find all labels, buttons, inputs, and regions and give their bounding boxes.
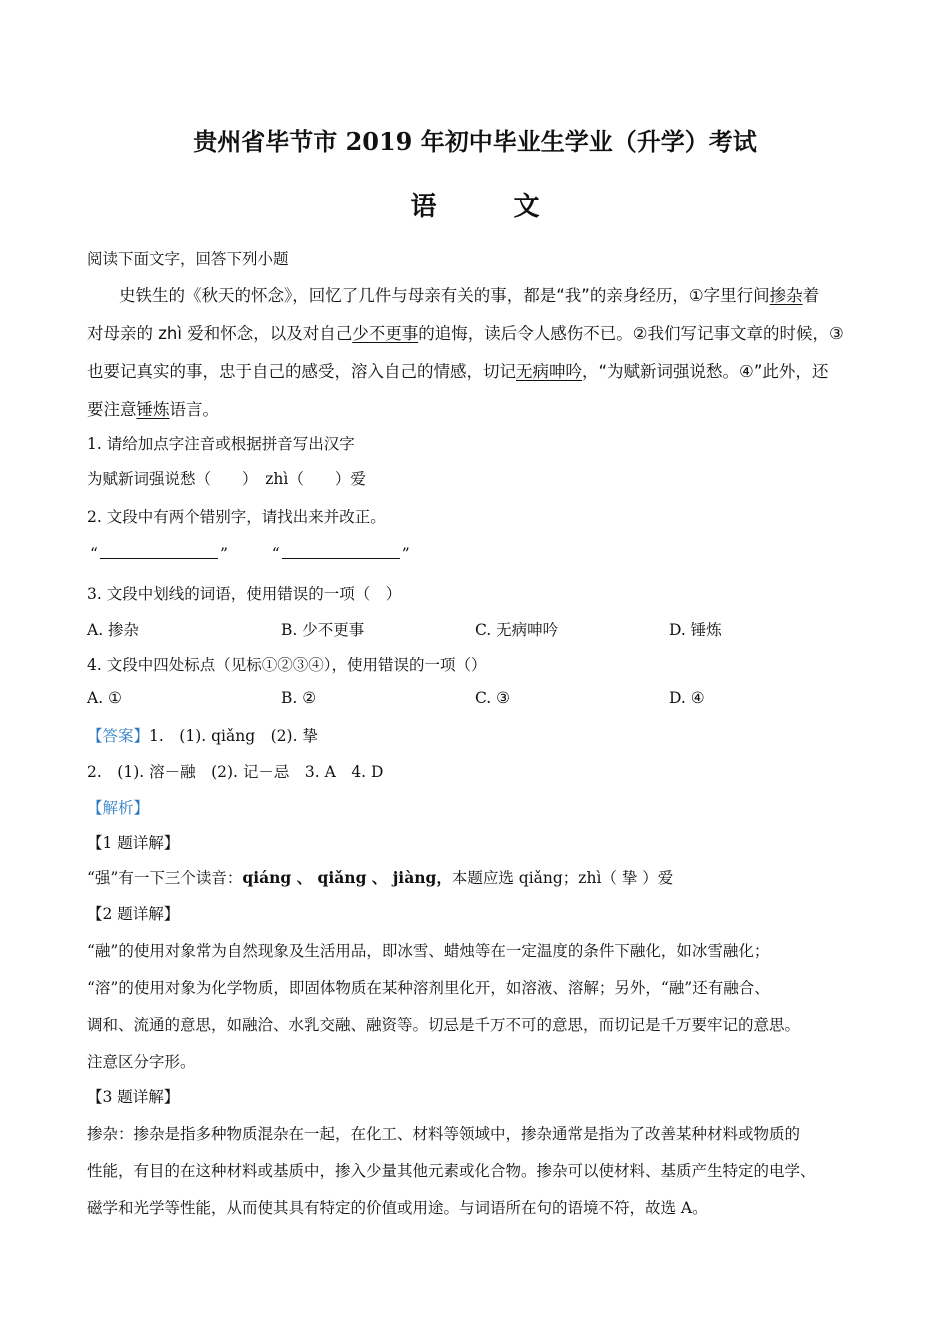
passage-line-4: 要注意锤炼语言。 [87, 400, 219, 419]
detail-heading-3: 【3 题详解】 [87, 1088, 180, 1106]
detail-2-line-2: “溶”的使用对象为化学物质，即固体物质在某种溶剂里化开，如溶液、溶解；另外，“融”还有融合、 [87, 979, 770, 997]
question-2-blanks: “ ” “ ” [90, 545, 410, 563]
question-1-sub: 为赋新词强说愁（ ） zhì（ ）爱 [87, 470, 366, 488]
question-1-stem: 1. 请给加点字注音或根据拼音写出汉字 [87, 435, 355, 453]
detail-heading-1: 【1 题详解】 [87, 834, 180, 852]
subject-title: 语 文 [410, 192, 574, 222]
detail-1-text: “强”有一下三个读音：qiáng 、 qiǎng 、 jiàng，本题应选 qiǎng；zhì（ 挚 ）爱 [87, 868, 674, 887]
exam-title: 贵州省毕节市 2019 年初中毕业生学业（升学）考试 [193, 127, 757, 156]
detail-2-line-4: 注意区分字形。 [87, 1053, 196, 1071]
underlined-word: 锤炼 [136, 400, 170, 419]
detail-2-line-1: “融”的使用对象常为自然现象及生活用品，即冰雪、蜡烛等在一定温度的条件下融化，如冰雪融化； [87, 942, 770, 960]
detail-3-line-2: 性能，有目的在这种材料或基质中，掺入少量其他元素或化合物。掺杂可以使材料、基质产生特定的电学、 [87, 1162, 816, 1180]
answer-line-2: 2. (1). 溶－融 (2). 记－忌 3. A 4. D [87, 763, 384, 781]
question-2-stem: 2. 文段中有两个错别字，请找出来并改正。 [87, 508, 386, 526]
q3-option-b: B. 少不更事 [281, 621, 365, 639]
underlined-word: 无病呻吟 [516, 362, 582, 381]
detail-3-line-1: 掺杂：掺杂是指多种物质混杂在一起，在化工、材料等领域中，掺杂通常是指为了改善某种材料或物质的 [87, 1125, 801, 1143]
answer-label: 【答案】 [87, 727, 150, 745]
question-4-stem: 4. 文段中四处标点（见标①②③④），使用错误的一项（） [87, 656, 487, 674]
q4-option-a: A. ① [87, 689, 122, 707]
answer-blank-2[interactable] [282, 544, 400, 559]
analysis-label: 【解析】 [87, 799, 150, 817]
q3-option-a: A. 掺杂 [87, 621, 140, 639]
passage-line-2: 对母亲的 zhì 爱和怀念，以及对自己少不更事的追悔，读后令人感伤不已。②我们写记事文章的时候，③ [87, 324, 844, 343]
detail-3-line-3: 磁学和光学等性能，从而使其具有特定的价值或用途。与词语所在句的语境不符，故选 A。 [87, 1199, 708, 1217]
passage-line-3: 也要记真实的事，忠于自己的感受，溶入自己的情感，切记无病呻吟，“为赋新词强说愁。④”此外，还 [87, 362, 829, 381]
detail-2-line-3: 调和、流通的意思，如融洽、水乳交融、融资等。切忌是千万不可的意思，而切记是千万要牢记的意思。 [87, 1016, 801, 1034]
answer-block [87, 724, 318, 746]
answer-line-1: 1. (1). qiǎng (2). 挚 [149, 727, 318, 745]
q4-option-c: C. ③ [475, 689, 511, 707]
underlined-word: 少不更事 [352, 324, 419, 343]
q4-option-d: D. ④ [669, 689, 705, 707]
q4-option-b: B. ② [281, 689, 317, 707]
passage-line-1: 史铁生的《秋天的怀念》，回忆了几件与母亲有关的事，都是“我”的亲身经历，①字里行间掺杂着 [119, 286, 820, 305]
q3-option-c: C. 无病呻吟 [475, 621, 559, 639]
question-3-stem: 3. 文段中划线的词语，使用错误的一项（ ） [87, 585, 402, 603]
q3-option-d: D. 锤炼 [669, 621, 722, 639]
underlined-word: 掺杂 [769, 286, 803, 305]
detail-heading-2: 【2 题详解】 [87, 905, 180, 923]
answer-blank-1[interactable] [100, 544, 218, 559]
reading-instruction: 阅读下面文字，回答下列小题 [87, 250, 289, 268]
